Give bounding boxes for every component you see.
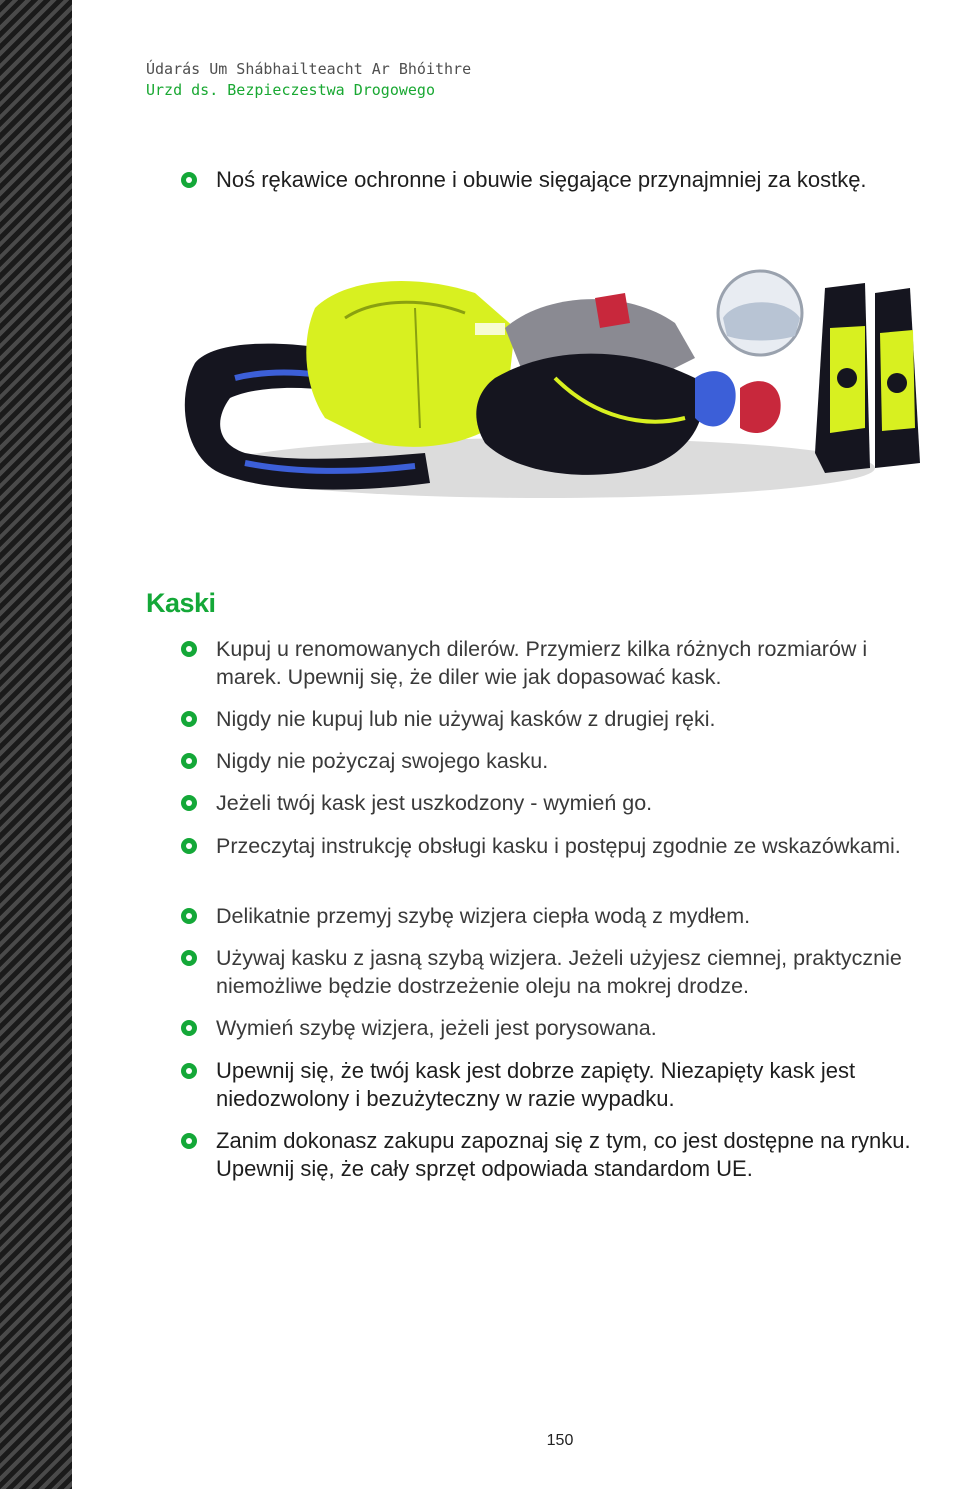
list-item: Nigdy nie pożyczaj swojego kasku. xyxy=(216,749,549,773)
list-item: Zanim dokonasz zakupu zapoznaj się z tym, co jest dostępne na rynku. Upewnij się, że cały sprzęt odpowiada standardom UE. xyxy=(216,1128,911,1181)
bullet-icon xyxy=(181,950,197,966)
bullet-icon xyxy=(181,1020,197,1036)
motorcycle-gear-illustration xyxy=(175,268,935,518)
publisher-header xyxy=(146,59,471,101)
list-item: Delikatnie przemyj szybę wizjera ciepła wodą z mydłem. xyxy=(216,904,751,928)
bullet-icon xyxy=(181,838,197,854)
list-item: Nigdy nie kupuj lub nie używaj kasków z drugiej ręki. xyxy=(216,707,716,731)
section-title-helmets: Kaski xyxy=(146,588,216,618)
bullet-icon xyxy=(181,908,197,924)
intro-bullet-text: Noś rękawice ochronne i obuwie sięgające przynajmniej za kostkę. xyxy=(216,167,867,192)
list-item: Jeżeli twój kask jest uszkodzony - wymień go. xyxy=(216,791,653,815)
carbon-stripe-sidebar xyxy=(0,0,72,1489)
bullet-icon xyxy=(181,1133,197,1149)
list-item: Wymień szybę wizjera, jeżeli jest porysowana. xyxy=(216,1016,657,1040)
bullet-icon xyxy=(181,641,197,657)
bullet-icon xyxy=(181,1063,197,1079)
list-item: Przeczytaj instrukcję obsługi kasku i postępuj zgodnie ze wskazówkami. xyxy=(216,834,901,858)
list-item: Kupuj u renomowanych dilerów. Przymierz kilka różnych rozmiarów i marek. Upewnij się, że diler wie jak dopasować kask. xyxy=(216,637,868,689)
page-number: 150 xyxy=(546,1432,574,1449)
header-line-polish: Urzd ds. Bezpieczestwa Drogowego xyxy=(146,81,435,99)
list-item: Używaj kasku z jasną szybą wizjera. Jeżeli użyjesz ciemnej, praktycznie niemożliwe będzie dostrzeżenie oleju na mokrej drodze. xyxy=(216,946,902,998)
bullet-icon xyxy=(181,753,197,769)
header-line-irish: Údarás Um Shábhailteacht Ar Bhóithre xyxy=(146,60,472,78)
list-item: Upewnij się, że twój kask jest dobrze zapięty. Niezapięty kask jest niedozwolony i bezużyteczny w razie wypadku. xyxy=(216,1058,856,1111)
bullet-icon xyxy=(181,795,197,811)
bullet-icon xyxy=(181,711,197,727)
bullet-icon xyxy=(181,172,197,188)
